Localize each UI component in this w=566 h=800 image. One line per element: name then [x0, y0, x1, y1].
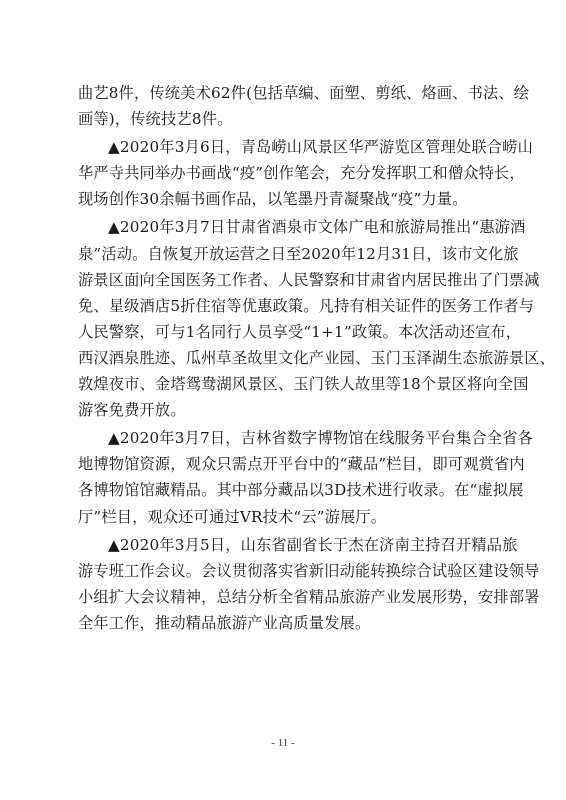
text-line: 小组扩大会议精神，总结分析全省精品旅游产业发展形势，安排部署: [78, 587, 540, 606]
body-text: [78, 80, 556, 636]
paragraph-folk-art-counts: [78, 80, 530, 132]
text-line: ▲2020年3月7日甘肃省酒泉市文体广电和旅游局推出“惠游酒: [108, 218, 526, 237]
text-line: 游专班工作会议。会议贯彻落实省新旧动能转换综合试验区建设领导: [78, 561, 540, 580]
text-line: 免、星级酒店5折住宿等优惠政策。凡持有相关证件的医务工作者与: [78, 296, 535, 315]
text-line: 华严寺共同举办书画战“疫”创作笔会，充分发挥职工和僧众特长，: [78, 164, 525, 183]
text-line: 游景区面向全国医务工作者、人民警察和甘肃省内居民推出了门票减: [78, 270, 540, 289]
text-line: 地博物馆资源，观众只需点开平台中的“藏品”栏目，即可观赏省内: [78, 455, 525, 474]
text-line: 敦煌夜市、金塔鸳鸯湖风景区、玉门铁人故里等18个景区将向全国: [78, 375, 529, 394]
text-line: 游客免费开放。: [78, 401, 186, 420]
text-line: 画等)，传统技艺8件。: [78, 110, 233, 129]
text-line: 曲艺8件，传统美术62件(包括草编、面塑、剪纸、烙画、书法、绘: [78, 84, 530, 102]
text-line: 厅”栏目，观众还可通过VR技术“云”游展厅。: [78, 507, 387, 526]
text-line: 全年工作，推动精品旅游产业高质量发展。: [78, 613, 371, 632]
paragraph-jiuquan-tourism-campaign: [78, 214, 556, 423]
text-line: 西汉酒泉胜迹、瓜州草圣故里文化产业园、玉门玉泽湖生态旅游景区、: [78, 348, 556, 367]
text-line: 泉”活动。自恢复开放运营之日至2020年12月31日，该市文化旅: [78, 244, 519, 263]
text-line: ▲2020年3月6日，青岛崂山风景区华严游览区管理处联合崂山: [108, 138, 533, 157]
paragraph-laoshan-calligraphy-event: [78, 134, 533, 212]
text-line: 现场创作30余幅书画作品，以笔墨丹青凝聚战“疫”力量。: [78, 190, 468, 209]
paragraph-shandong-tourism-meeting: [78, 532, 540, 636]
paragraph-jilin-digital-museum: [78, 425, 533, 529]
text-line: ▲2020年3月7日，吉林省数字博物馆在线服务平台集合全省各: [108, 429, 533, 448]
page-number: - 11 -: [271, 737, 295, 749]
text-line: ▲2020年3月5日，山东省副省长于杰在济南主持召开精品旅: [108, 535, 518, 554]
text-line: 各博物馆馆藏精品。其中部分藏品以3D技术进行收录。在“虚拟展: [78, 481, 524, 500]
text-line: 人民警察，可与1名同行人员享受“1+1”政策。本次活动还宣布，: [78, 322, 522, 341]
